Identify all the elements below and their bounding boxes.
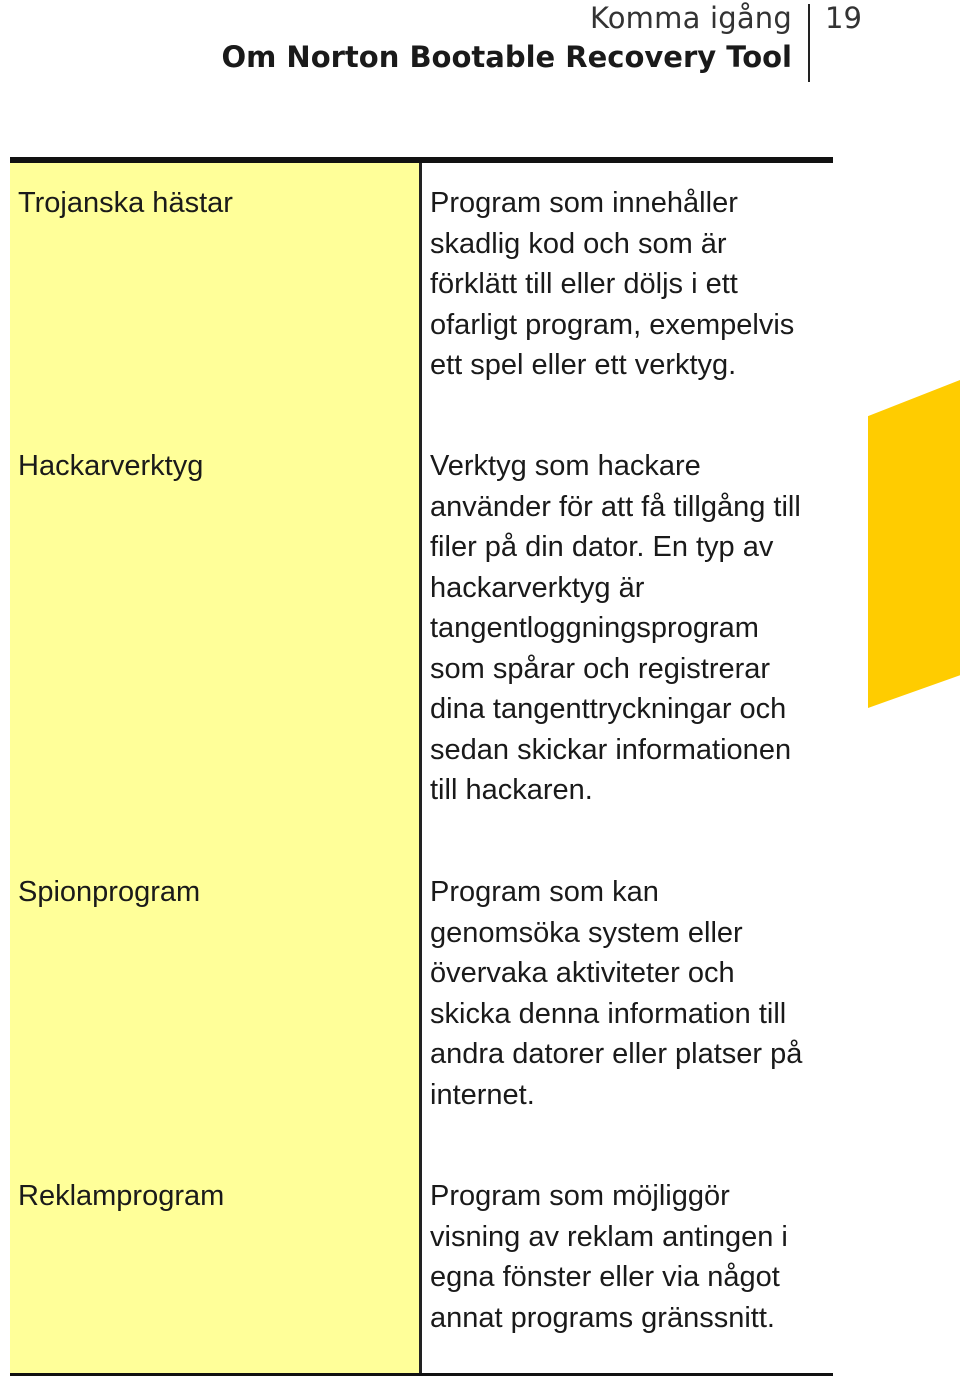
- chapter-title: Om Norton Bootable Recovery Tool: [221, 40, 792, 74]
- term-label: Spionprogram: [18, 876, 201, 908]
- page-number: 19: [825, 1, 862, 35]
- term-label: Hackarverktyg: [18, 450, 204, 482]
- chapter-tab-marker: [868, 380, 960, 708]
- term-label: Reklamprogram: [18, 1180, 225, 1212]
- page-header: [221, 0, 792, 77]
- section-title: Komma igång: [589, 1, 792, 35]
- term-description: Verktyg som hackare använder för att få tillgång till filer på din dator. En typ av hackarverktyg är tangentloggningsprogram som spårar och registrerar dina tangenttryckningar och sedan skickar informationen till hackaren.: [430, 450, 801, 806]
- term-description: Program som möjliggör visning av reklam antingen i egna fönster eller via något annat programs gränssnitt.: [430, 1180, 788, 1334]
- term-description: Program som kan genomsöka system eller övervaka aktiviteter och skicka denna information till andra datorer eller platser på internet.: [430, 876, 803, 1111]
- term-label: Trojanska hästar: [18, 187, 233, 219]
- header-divider: [808, 4, 810, 82]
- definitions-table: [10, 157, 833, 1376]
- term-description: Program som innehåller skadlig kod och som är förklätt till eller döljs i ett ofarligt program, exempelvis ett spel eller ett verktyg.: [430, 187, 795, 381]
